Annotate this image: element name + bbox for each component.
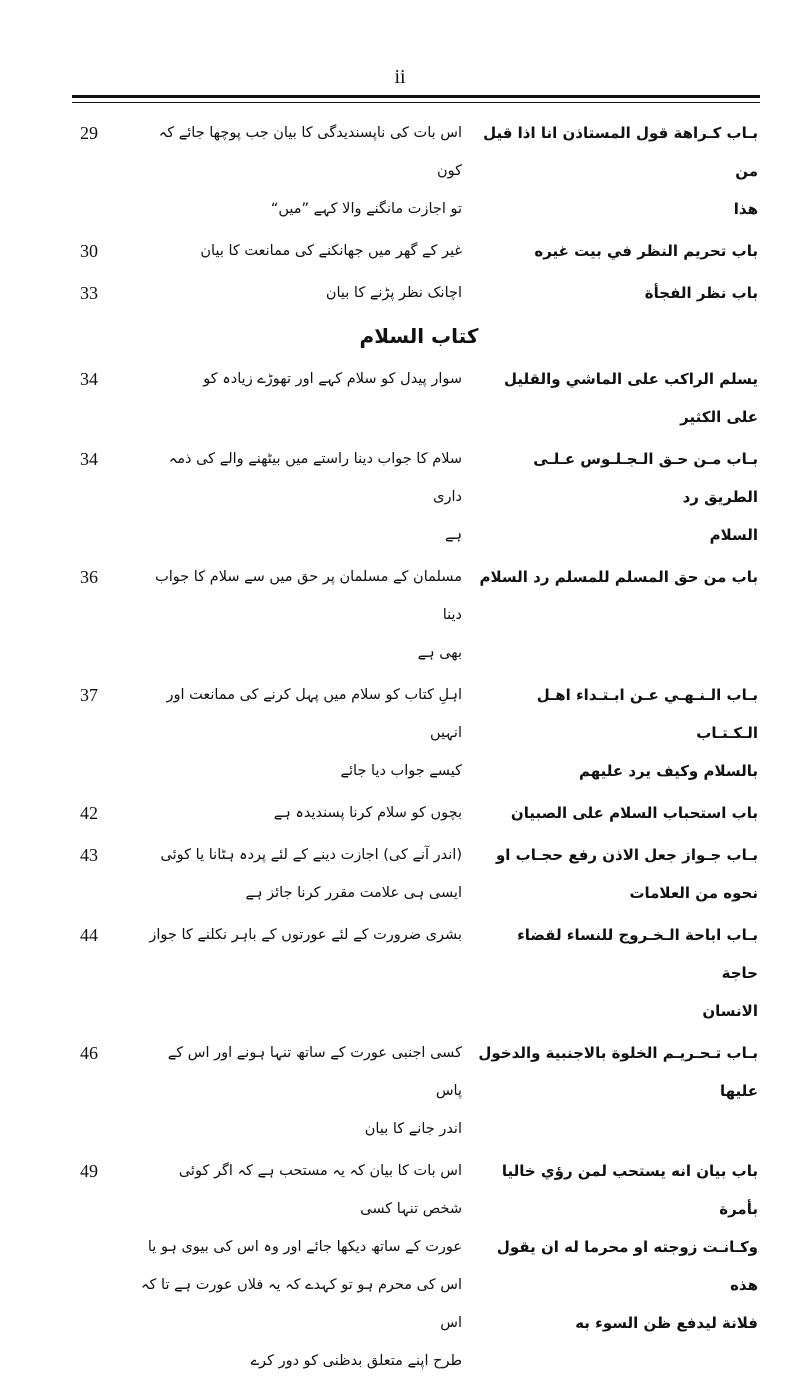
arabic-column: [476, 558, 758, 672]
arabic-chapter-title: فلانة ليدفع ظن السوء به: [575, 1314, 758, 1332]
page-ref: 30: [80, 241, 98, 261]
urdu-chapter-title: سلام کا جواب دینا راستے میں بیٹھنے والے کی ذمہ داری: [168, 451, 462, 505]
urdu-chapter-title: اندر جانے کا بیان: [364, 1121, 462, 1137]
arabic-column: [476, 274, 758, 312]
toc-entry: [80, 836, 758, 912]
page-number: ii: [394, 66, 406, 88]
arabic-chapter-title: بـاب مـن حـق الـجـلـوس عـلـى الطريق رد: [533, 450, 758, 506]
urdu-column: [138, 232, 462, 270]
arabic-chapter-title: بـاب تـحـريـم الخلوة بالاجنبية والدخول: [478, 1044, 758, 1062]
urdu-chapter-title: سوار پیدل کو سلام کہے اور تھوڑے زیادہ کو: [203, 371, 462, 387]
arabic-chapter-title: بالسلام وكيف يرد عليهم: [578, 762, 758, 780]
arabic-chapter-title: هذا: [733, 200, 758, 218]
urdu-column: [138, 676, 462, 790]
page-ref-column: [80, 794, 124, 832]
arabic-chapter-title: السلام: [709, 526, 758, 544]
arabic-chapter-title: باب استحباب السلام على الصبيان: [510, 804, 758, 822]
urdu-chapter-title: غیر کے گھر میں جھانکنے کی ممانعت کا بیان: [200, 243, 462, 259]
arabic-column: [476, 360, 758, 436]
page-ref-column: [80, 274, 124, 312]
urdu-column: [138, 114, 462, 228]
page-ref: 33: [80, 283, 98, 303]
urdu-chapter-title: اس کی محرم ہو تو کہدے کہ یہ فلاں عورت ہے تا کہ اس: [141, 1277, 462, 1331]
page-ref-column: [80, 836, 124, 912]
urdu-chapter-title: اچانک نظر پڑنے کا بیان: [325, 285, 462, 301]
arabic-chapter-title: بـاب اباحة الـخـروج للنساء لقضاء حاجة: [517, 926, 758, 982]
toc-entry: [80, 440, 758, 554]
toc-entry: [80, 916, 758, 1030]
urdu-chapter-title: تو اجازت مانگنے والا کہے ”میں“: [270, 201, 462, 217]
arabic-column: [476, 440, 758, 554]
urdu-chapter-title: مسلمان کے مسلمان پر حق میں سے سلام کا جواب دینا: [155, 569, 462, 623]
toc-entry: [80, 1034, 758, 1148]
arabic-column: [476, 232, 758, 270]
page-ref-column: [80, 1152, 124, 1380]
page-ref-column: [80, 114, 124, 228]
page-ref: 46: [80, 1043, 98, 1063]
arabic-column: [476, 916, 758, 1030]
arabic-column: [476, 1034, 758, 1148]
page-ref: 42: [80, 803, 98, 823]
page-ref: 37: [80, 685, 98, 705]
page-ref: 49: [80, 1161, 98, 1181]
page-ref: 34: [80, 369, 98, 389]
urdu-chapter-title: اہلِ کتاب کو سلام میں پہل کرنے کی ممانعت اور انہیں: [166, 687, 462, 741]
page-ref-column: [80, 440, 124, 554]
page-ref-column: [80, 676, 124, 790]
urdu-column: [138, 440, 462, 554]
page-ref-column: [80, 360, 124, 436]
urdu-chapter-title: بچوں کو سلام کرنا پسندیدہ ہے: [273, 805, 462, 821]
urdu-chapter-title: عورت کے ساتھ دیکھا جائے اور وہ اس کی بیوی ہو یا: [147, 1239, 462, 1255]
arabic-chapter-title: الانسان: [702, 1002, 758, 1020]
urdu-chapter-title: ایسی ہی علامت مقرر کرنا جائز ہے: [245, 885, 462, 901]
entries-after: [80, 360, 758, 1380]
urdu-chapter-title: کیسے جواب دیا جائے: [340, 763, 462, 779]
arabic-chapter-title: بـاب جـواز جعل الاذن رفع حجـاب او: [495, 846, 758, 864]
urdu-chapter-title: (اندر آنے کی) اجازت دینے کے لئے پردہ ہٹانا یا کوئی: [160, 847, 462, 863]
urdu-chapter-title: اس بات کا بیان کہ یہ مستحب ہے کہ اگر کوئی شخص تنہا کسی: [178, 1163, 462, 1217]
toc-entry: [80, 1152, 758, 1380]
toc-entry: [80, 232, 758, 270]
page-ref-column: [80, 1034, 124, 1148]
page-ref: 43: [80, 845, 98, 865]
header-rule-thick: [72, 95, 760, 98]
page-ref-column: [80, 916, 124, 1030]
page-ref: 44: [80, 925, 98, 945]
urdu-chapter-title: اس بات کی ناپسندیدگی کا بیان جب پوچھا جائے کہ کون: [158, 125, 462, 179]
arabic-column: [476, 794, 758, 832]
page-ref-column: [80, 558, 124, 672]
arabic-chapter-title: باب بيان انه يستحب لمن رؤي خاليا بأمرة: [501, 1162, 758, 1218]
urdu-column: [138, 558, 462, 672]
toc-entry: [80, 114, 758, 228]
toc-entry: [80, 558, 758, 672]
urdu-chapter-title: بھی ہے: [417, 645, 462, 661]
arabic-chapter-title: نحوه من العلامات: [629, 884, 758, 902]
arabic-chapter-title: عليها: [719, 1082, 758, 1100]
arabic-column: [476, 1152, 758, 1380]
entries-before: [80, 114, 758, 312]
arabic-chapter-title: باب نظر الفجأة: [644, 284, 758, 302]
page-ref: 29: [80, 123, 98, 143]
toc-entry: [80, 676, 758, 790]
toc-entry: [80, 794, 758, 832]
urdu-column: [138, 360, 462, 436]
arabic-chapter-title: بـاب كـراهة قول المستاذن انا اذا قيل من: [483, 124, 758, 180]
table-of-contents: [80, 114, 758, 1384]
urdu-column: [138, 1152, 462, 1380]
urdu-column: [138, 274, 462, 312]
page-ref: 36: [80, 567, 98, 587]
urdu-chapter-title: بشری ضرورت کے لئے عورتوں کے باہر نکلنے کا جواز: [149, 927, 462, 943]
urdu-column: [138, 1034, 462, 1148]
arabic-chapter-title: وكـانـت زوجته او محرما له ان يقول هذه: [496, 1238, 758, 1294]
arabic-chapter-title: باب من حق المسلم للمسلم رد السلام: [479, 568, 758, 586]
urdu-chapter-title: طرح اپنے متعلق بدظنی کو دور کرے: [250, 1353, 462, 1369]
arabic-column: [476, 676, 758, 790]
arabic-column: [476, 114, 758, 228]
page-ref: 34: [80, 449, 98, 469]
urdu-chapter-title: کسی اجنبی عورت کے ساتھ تنہا ہونے اور اس کے پاس: [167, 1045, 462, 1099]
page-ref-column: [80, 232, 124, 270]
urdu-column: [138, 836, 462, 912]
urdu-chapter-title: ہے: [445, 527, 462, 543]
arabic-chapter-title: بـاب الـنـهـي عـن ابـتـداء اهـل الـكـتـاب: [536, 686, 758, 742]
toc-entry: [80, 274, 758, 312]
section-heading: كتاب السلام: [359, 324, 479, 348]
arabic-column: [476, 836, 758, 912]
arabic-chapter-title: يسلم الراكب على الماشي والقليل على الكثير: [504, 370, 758, 426]
urdu-column: [138, 916, 462, 1030]
header-rule-thin: [72, 102, 760, 103]
arabic-chapter-title: باب تحريم النظر في بيت غيره: [534, 242, 758, 260]
toc-entry: [80, 360, 758, 436]
urdu-column: [138, 794, 462, 832]
